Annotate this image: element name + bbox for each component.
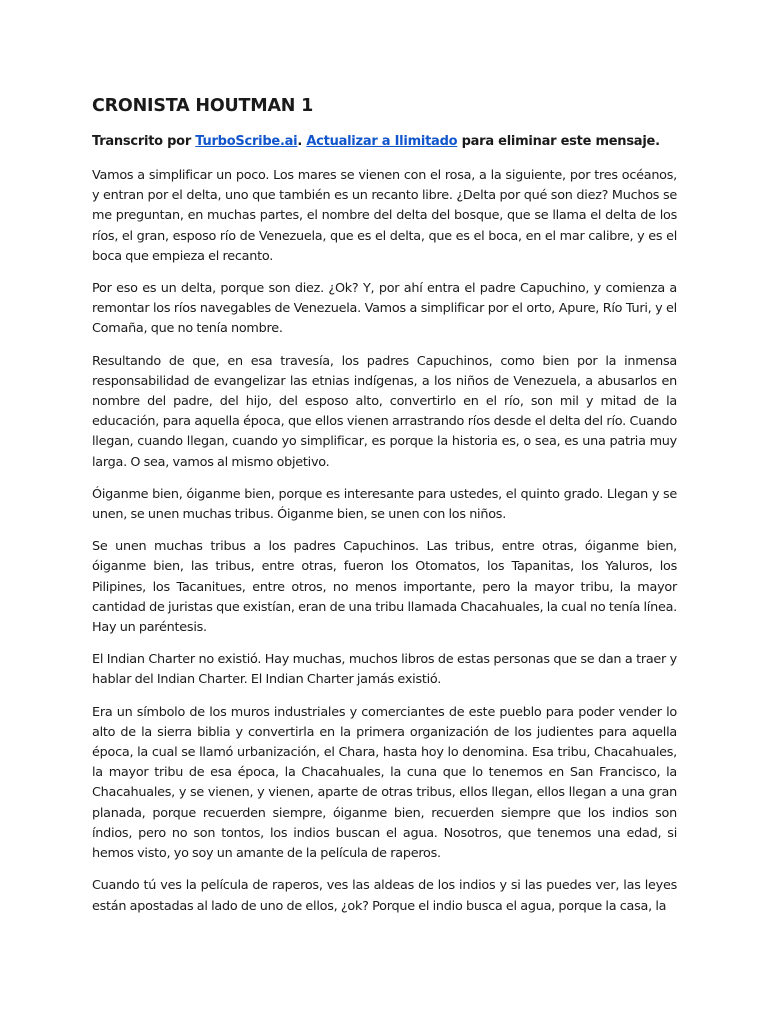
paragraph: Se unen muchas tribus a los padres Capuchinos. Las tribus, entre otras, óiganme bien, óiganme bien, las tribus, entre otras, fueron los Otomatos, los Tapanitas, los Yaluros, los Pilipines, los Tacanitues, entre otros, no menos importante, pero la mayor tribu, la mayor cantidad de juristas que existían, eran de una tribu llamada Chacahuales, la cual no tenía línea. Hay un paréntesis. bbox=[92, 539, 677, 636]
upgrade-unlimited-link[interactable]: Actualizar a Ilimitado bbox=[306, 134, 458, 149]
document-title: CRONISTA HOUTMAN 1 bbox=[92, 96, 314, 116]
paragraph: Era un símbolo de los muros industriales y comerciantes de este pueblo para poder vender lo alto de la sierra biblia y convertirla en la primera organización de los judientes para aquella época, la cual se llamó urbanización, el Chara, hasta hoy lo denomina. Esa tribu, Chacahuales, la mayor tribu de esa época, la Chacahuales, la cuna que lo tenemos en San Francisco, la Chacahuales, y se vienen, y vienen, aparte de otras tribus, ellos llegan, ellos llegan a una gran planada, porque recuerden siempre, óiganme bien, recuerden siempre que los indios son índios, pero no son tontos, los indios buscan el agua. Nosotros, que tenemos una edad, si hemos visto, yo soy un amante de la película de raperos. bbox=[92, 704, 677, 862]
paragraph: Óiganme bien, óiganme bien, porque es interesante para ustedes, el quinto grado. Llegan y se unen, se unen muchas tribus. Óiganme bien, se unen con los niños. bbox=[92, 486, 677, 523]
paragraph: Vamos a simplificar un poco. Los mares se vienen con el rosa, a la siguiente, por tres océanos, y entran por el delta, uno que también es un recanto libre. ¿Delta por qué son diez? Muchos se me preguntan, en muchas partes, el nombre del delta del bosque, que se llama el delta de los ríos, el gran, esposo río de Venezuela, que es el delta, que es el boca, en el mar calibre, y es el boca que empieza el recanto. bbox=[92, 168, 677, 264]
paragraph: Resultando de que, en esa travesía, los padres Capuchinos, como bien por la inmensa responsabilidad de evangelizar las etnias indígenas, a los niños de Venezuela, a abusarlos en nombre del padre, del hijo, del esposo alto, convertirlo en el río, son mil y mitad de la educación, para aquella época, que ellos vienen arrastrando ríos desde el delta del río. Cuando llegan, cuando llegan, cuando yo simplificar, es porque la historia es, o sea, es una patria muy larga. O sea, vamos al mismo objetivo. bbox=[92, 353, 677, 470]
document-page bbox=[92, 94, 677, 929]
transcription-notice bbox=[92, 132, 677, 152]
paragraph: Por eso es un delta, porque son diez. ¿Ok? Y, por ahí entra el padre Capuchino, y comienza a remontar los ríos navegables de Venezuela. Vamos a simplificar por el orto, Apure, Río Turi, y el Comaña, que no tenía nombre. bbox=[92, 281, 677, 337]
paragraph: Cuando tú ves la película de raperos, ves las aldeas de los indios y si las puedes ver, las leyes están apostadas al lado de uno de ellos, ¿ok? Porque el indio busca el agua, porque la casa, la bbox=[92, 878, 677, 914]
notice-separator: . bbox=[297, 134, 307, 149]
notice-prefix: Transcrito por bbox=[92, 134, 196, 149]
notice-suffix: para eliminar este mensaje. bbox=[457, 134, 660, 149]
paragraph: El Indian Charter no existió. Hay muchas, muchos libros de estas personas que se dan a traer y hablar del Indian Charter. El Indian Charter jamás existió. bbox=[92, 652, 677, 688]
turboscribe-link[interactable]: TurboScribe.ai bbox=[195, 134, 298, 149]
